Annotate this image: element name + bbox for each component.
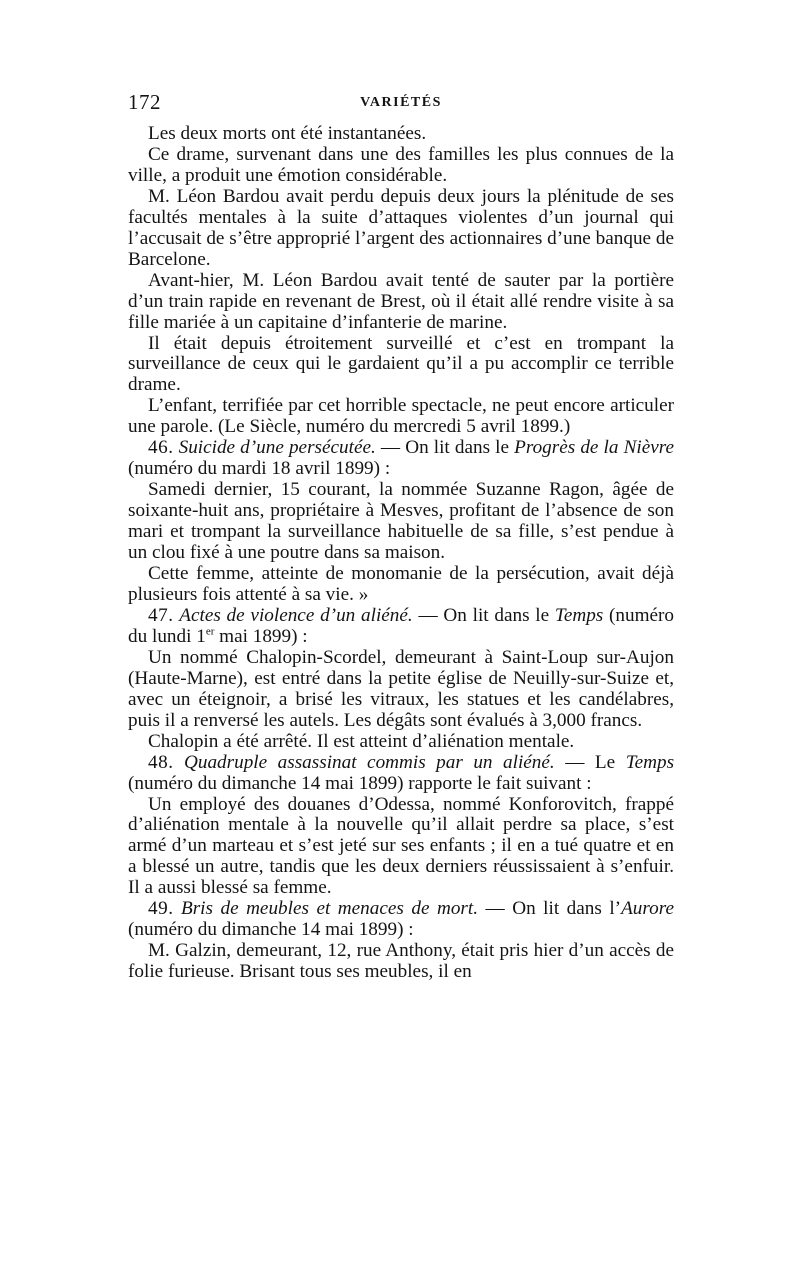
source-intro: — Le <box>565 751 616 773</box>
page-number: 172 <box>128 90 161 114</box>
source-name: Temps <box>625 751 675 773</box>
section-heading-47 <box>128 606 674 648</box>
source-intro: — On lit dans l’ <box>485 898 622 920</box>
source-name: Aurore <box>621 898 674 920</box>
section-number: 49. <box>148 898 174 920</box>
paragraph: M. Galzin, demeurant, 12, rue Anthony, était pris hier d’un accès de folie furieuse. Brisant tous ses meubles, il en <box>128 940 674 983</box>
section-number: 46. <box>148 437 174 459</box>
section-title: Suicide d’une persécutée. <box>178 437 376 459</box>
section-number: 47. <box>148 604 174 626</box>
source-details: (numéro du lundi 1 <box>128 604 675 647</box>
source-details: (numéro du mardi 18 avril 1899) : <box>128 458 391 480</box>
source-details: (numéro du dimanche 14 mai 1899) rapporte le fait suivant : <box>128 772 592 794</box>
paragraph: Un nommé Chalopin-Scordel, demeurant à Saint-Loup sur-Aujon (Haute-Marne), est entré dans la petite église de Neuilly-sur-Suize et, avec un éteignoir, a brisé les vitraux, les statues et les candélabres, puis il a renversé les autels. Les dégâts sont évalués à 3,000 francs. <box>128 646 674 731</box>
page-header <box>128 90 674 120</box>
section-heading-46 <box>128 438 674 480</box>
paragraph: Un employé des douanes d’Odessa, nommé Konforovitch, frappé d’aliénation mentale à la nouvelle qu’il allait perdre sa place, s’est armé d’un marteau et s’est jeté sur ses enfants ; il en a tué quatre et en a blessé un autre, tandis que les deux derniers réussissaient à s’enfuir. Il a aussi blessé sa femme. <box>128 793 674 899</box>
source-intro: — On lit dans le <box>380 437 509 459</box>
paragraph: Avant-hier, M. Léon Bardou avait tenté de sauter par la portière d’un train rapide en revenant de Brest, où il était allé rendre visite à sa fille mariée à un capitaine d’infanterie de marine. <box>128 269 674 333</box>
paragraph: L’enfant, terrifiée par cet horrible spectacle, ne peut encore articuler une parole. (Le Siècle, numéro du mercredi 5 avril 1899.) <box>128 395 674 438</box>
running-head: VARIÉTÉS <box>360 95 442 110</box>
section-heading-49 <box>128 899 674 941</box>
source-name: Progrès de la Nièvre <box>514 437 675 459</box>
body-text <box>128 124 674 983</box>
paragraph: Les deux morts ont été instantanées. <box>148 123 427 144</box>
paragraph: Cette femme, atteinte de monomanie de la persécution, avait déjà plusieurs fois attenté à sa vie. » <box>128 563 674 605</box>
paragraph: Ce drame, survenant dans une des familles les plus connues de la ville, a produit une émotion considérable. <box>128 143 674 186</box>
section-heading-48 <box>128 753 674 795</box>
ordinal-superscript: er <box>205 625 215 638</box>
section-title: Actes de violence d’un aliéné. <box>179 604 413 626</box>
source-intro: — On lit dans le <box>418 604 550 626</box>
source-details-end: mai 1899) : <box>214 625 308 647</box>
source-details: (numéro du dimanche 14 mai 1899) : <box>128 919 414 941</box>
paragraph: Chalopin a été arrêté. Il est atteint d’aliénation mentale. <box>148 730 575 752</box>
paragraph: M. Léon Bardou avait perdu depuis deux jours la plénitude de ses facultés mentales à la suite d’attaques violentes d’un journal qui l’accusait de s’être approprié l’argent des actionnaires d’une banque de Barcelone. <box>128 185 674 270</box>
section-title: Bris de meubles et menaces de mort. <box>180 898 479 920</box>
paragraph: Samedi dernier, 15 courant, la nommée Suzanne Ragon, âgée de soixante-huit ans, propriétaire à Mesves, profitant de l’absence de son mari et trompant la surveillance habituelle de sa fille, s’est pendue à un clou fixé à une poutre dans sa maison. <box>128 479 674 564</box>
source-name: Temps <box>554 604 604 626</box>
section-title: Quadruple assassinat commis par un aliéné. <box>184 751 555 773</box>
paragraph: Il était depuis étroitement surveillé et c’est en trompant la surveillance de ceux qui le gardaient qu’il a pu accomplir ce terrible drame. <box>128 332 674 396</box>
section-number: 48. <box>148 751 174 773</box>
